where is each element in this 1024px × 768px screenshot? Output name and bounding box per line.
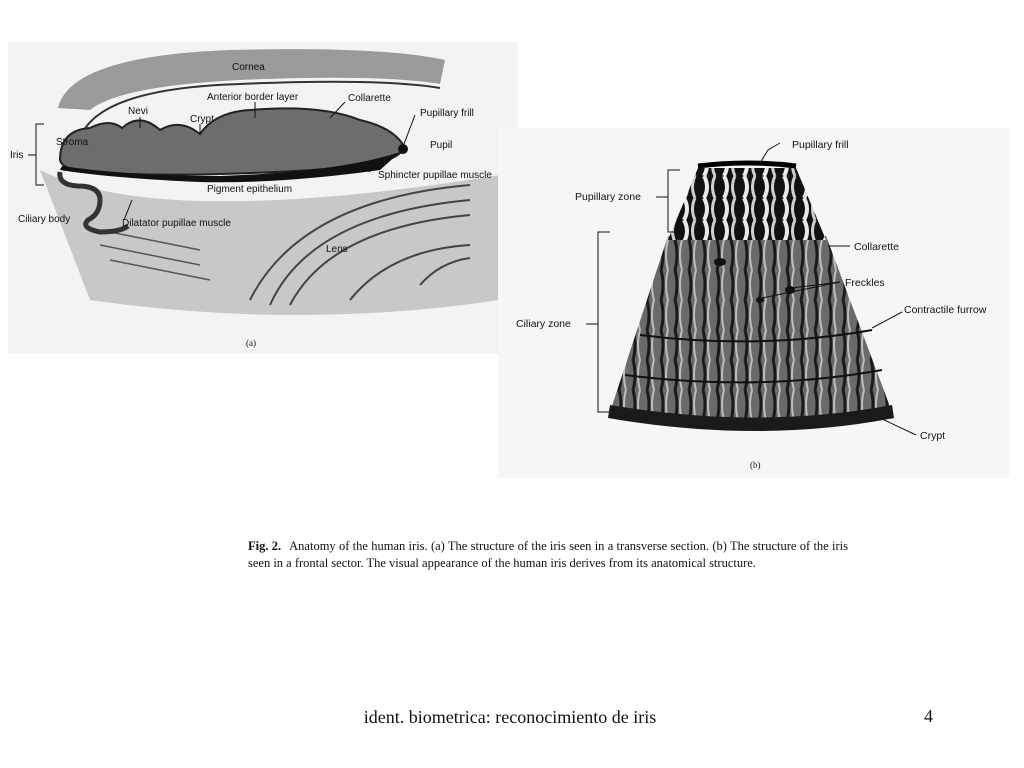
label-b-pupillary-zone: Pupillary zone <box>575 191 641 203</box>
label-pigment-epithelium: Pigment epithelium <box>207 184 293 195</box>
label-b-freckles: Freckles <box>845 277 885 289</box>
label-pupillary-frill: Pupillary frill <box>420 108 474 119</box>
label-lens: Lens <box>326 244 348 255</box>
label-anterior-border-layer: Anterior border layer <box>207 92 299 103</box>
label-b-collarette: Collarette <box>854 241 899 253</box>
label-collarette: Collarette <box>348 93 391 104</box>
label-stroma: Stroma <box>56 137 89 148</box>
label-iris: Iris <box>10 150 24 161</box>
label-crypt: Crypt <box>190 114 214 125</box>
label-pupil: Pupil <box>430 140 453 151</box>
label-cornea: Cornea <box>232 62 265 73</box>
figure-b-sublabel: (b) <box>750 460 761 470</box>
caption-text: Anatomy of the human iris. (a) The structure of the iris seen in a transverse section. (b) The structure of the iris seen in a frontal sector. The visual appearance of the human iris derives from its anatomical structure. <box>248 539 848 570</box>
page-number: 4 <box>924 706 933 726</box>
label-b-contractile-furrow: Contractile furrow <box>904 304 987 316</box>
caption-figure-label: Fig. 2. <box>248 539 282 553</box>
figure-a-sublabel: (a) <box>246 338 256 348</box>
label-b-crypt: Crypt <box>920 430 946 442</box>
figure-caption <box>248 538 848 572</box>
slide-footer: ident. biometrica: reconocimiento de iris <box>363 707 657 727</box>
label-nevi: Nevi <box>128 106 149 117</box>
label-sphincter-pupillae-muscle: Sphincter pupillae muscle <box>378 170 492 181</box>
label-b-ciliary-zone: Ciliary zone <box>516 318 571 330</box>
label-dilatator-pupillae-muscle: Dilatator pupillae muscle <box>122 218 231 229</box>
label-b-pupillary-frill: Pupillary frill <box>792 139 849 151</box>
label-ciliary-body: Ciliary body <box>18 214 71 225</box>
